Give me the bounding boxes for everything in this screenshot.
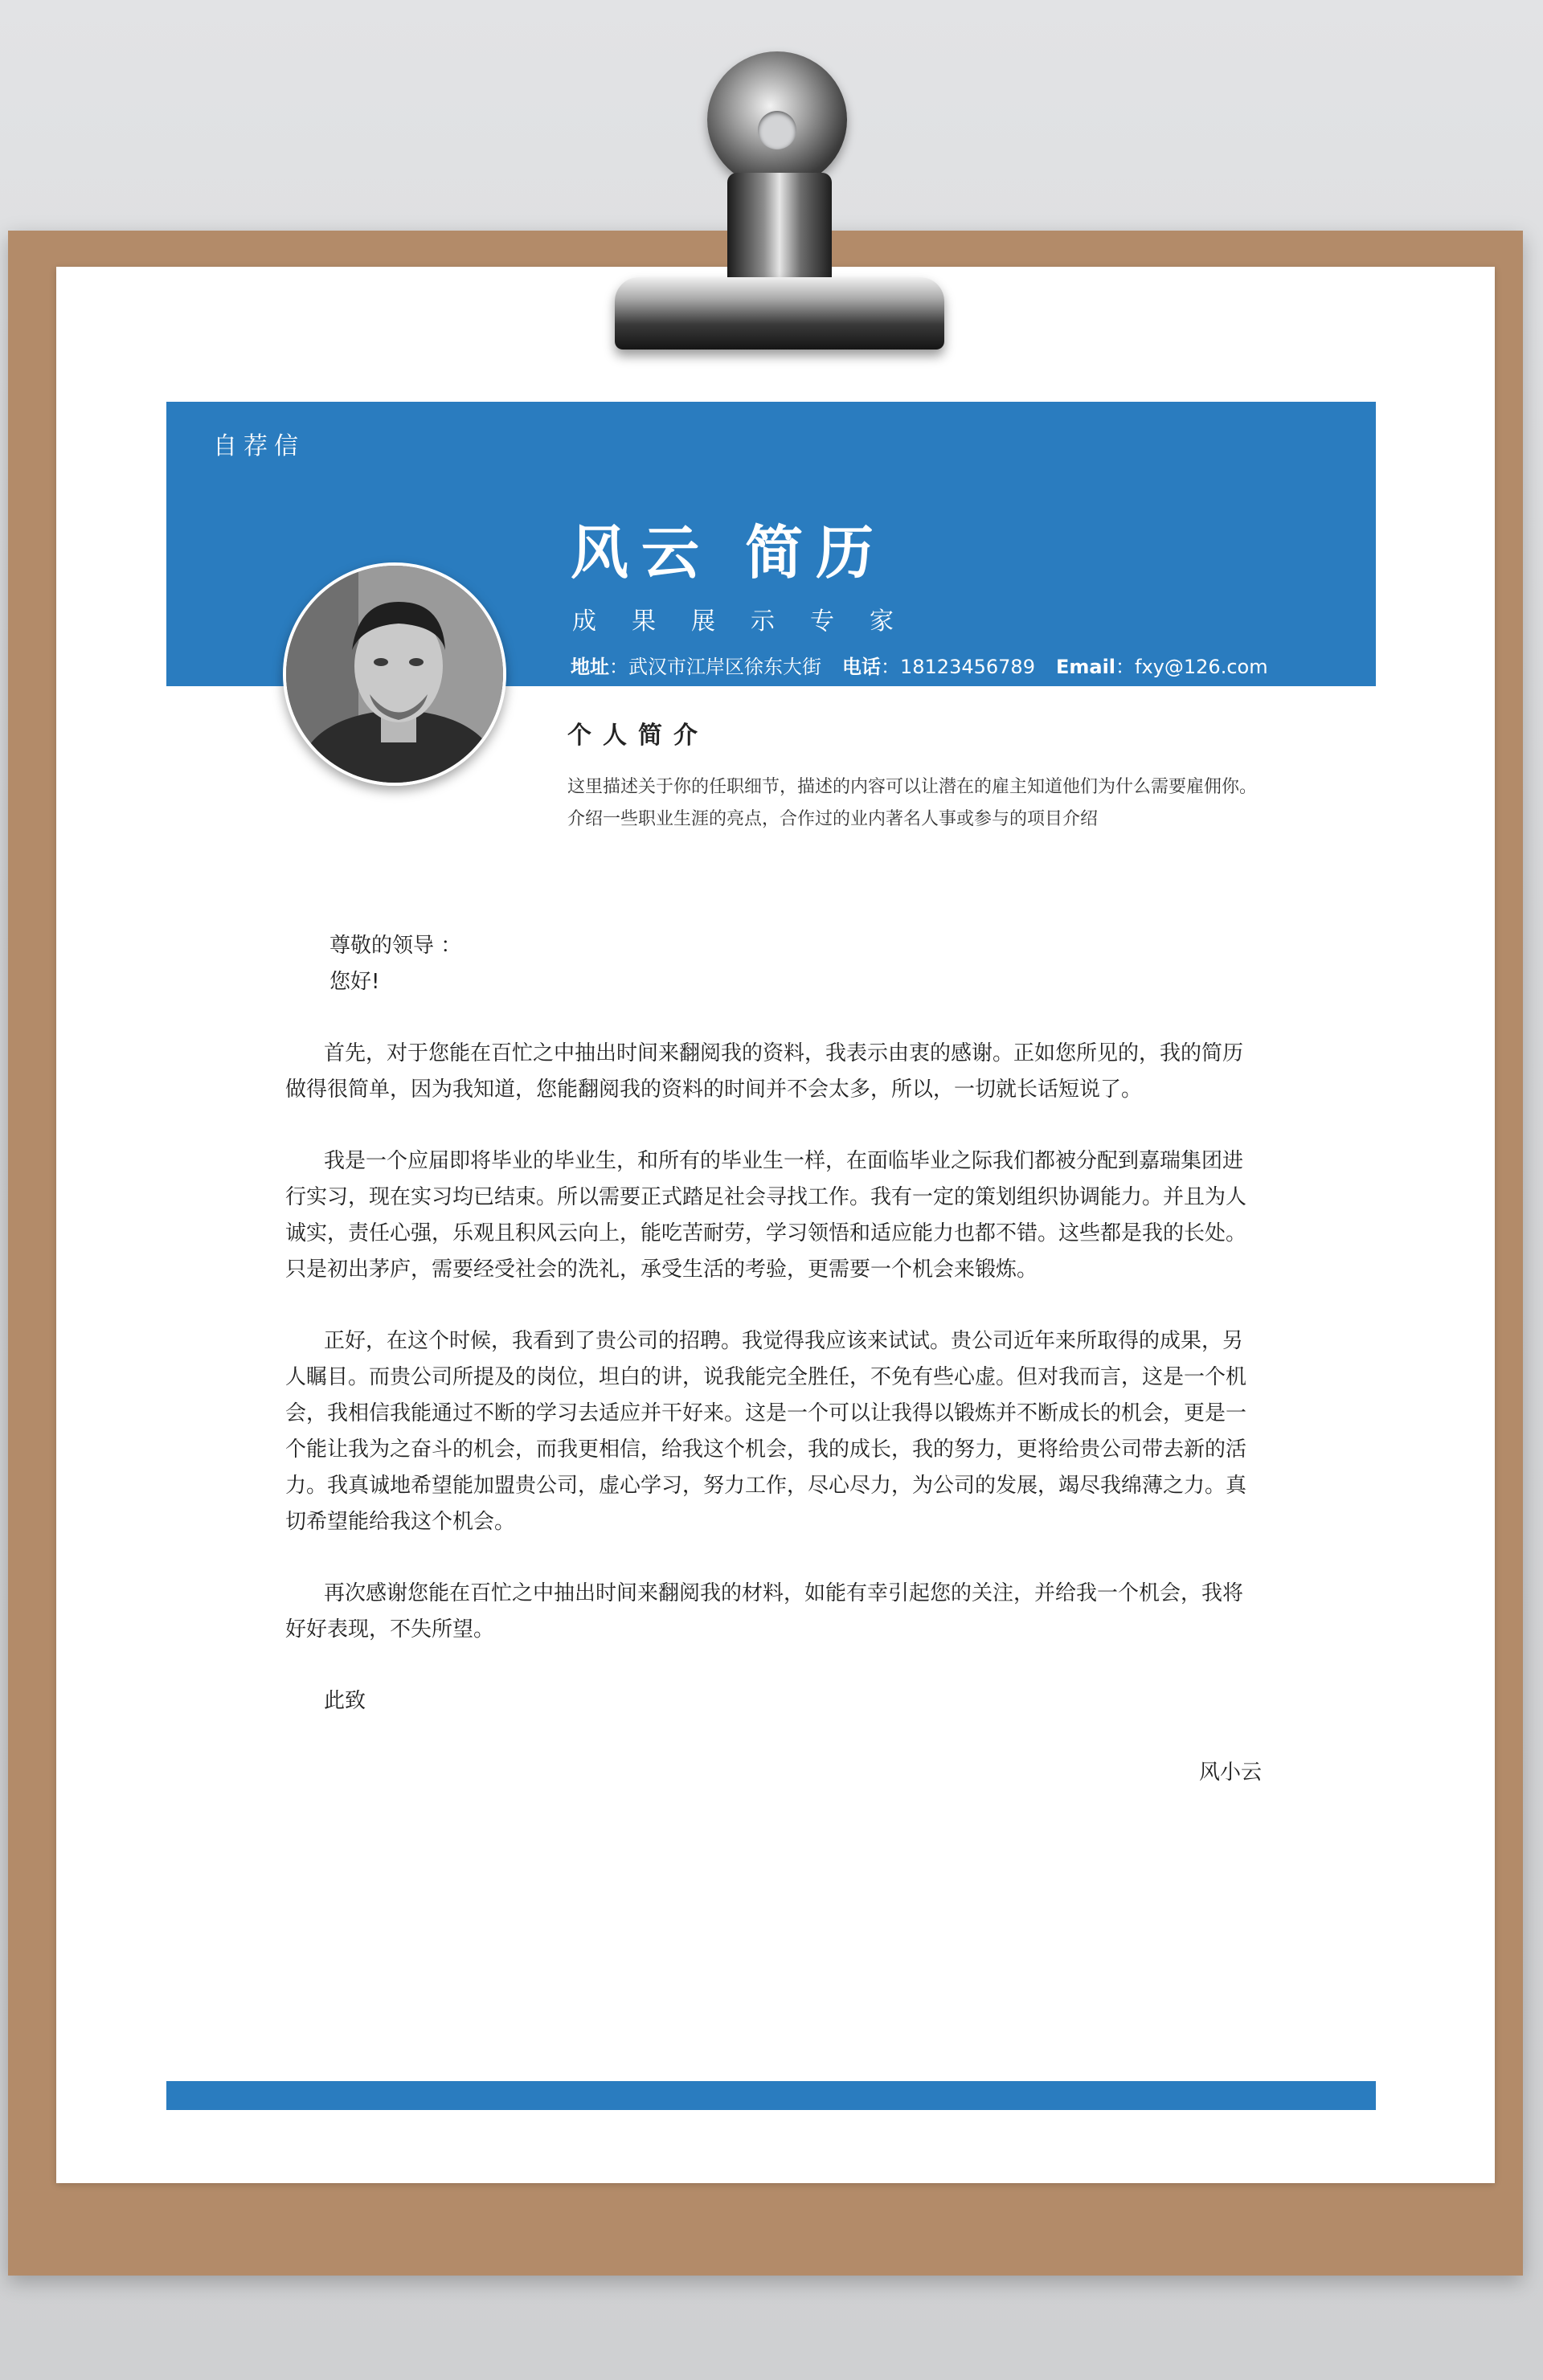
intro-text: 这里描述关于你的任职细节，描述的内容可以让潜在的雇主知道他们为什么需要雇佣你。介绍一些职业生涯的亮点，合作过的业内著名人事或参与的项目介绍: [567, 777, 1258, 829]
document-tag: 自荐信: [213, 432, 305, 460]
spacer: [285, 1648, 1262, 1683]
letter-paragraph: 首先，对于您能在百忙之中抽出时间来翻阅我的资料，我表示由衷的感谢。正如您所见的，我的简历做得很简单，因为我知道，您能翻阅我的资料的时间并不会太多，所以，一切就长话短说了。: [285, 1041, 1244, 1102]
letter-paragraph: 我是一个应届即将毕业的毕业生，和所有的毕业生一样，在面临毕业之际我们都被分配到嘉瑞集团进行实习，现在实习均已结束。所以需要正式踏足社会寻找工作。我有一定的策划组织协调能力。并且为人诚实，责任心强，乐观且积风云向上，能吃苦耐劳，学习领悟和适应能力也都不错。这些都是我的长处。只是初出茅庐，需要经受社会的洗礼，承受生活的考验，更需要一个机会来锻炼。: [285, 1149, 1247, 1282]
phone-label: 电话: [842, 656, 881, 678]
phone-item: [842, 651, 1035, 679]
footer-band: [166, 2081, 1376, 2110]
address-value: ：武汉市江岸区徐东大街: [609, 656, 821, 678]
binder-clip-base: [615, 277, 944, 350]
spacer: [285, 1540, 1262, 1576]
email-value: ：fxy@126.com: [1115, 656, 1268, 678]
portrait-photo: [286, 566, 503, 783]
letter-greeting: 您好!: [329, 970, 380, 994]
email-item: [1056, 651, 1268, 679]
email-label: Email: [1055, 656, 1116, 678]
phone-value: ：18123456789: [881, 656, 1035, 678]
avatar: [283, 562, 506, 786]
address-label: 地址: [571, 656, 609, 678]
spacer: [285, 1288, 1262, 1323]
spacer: [285, 1000, 1262, 1036]
letter-paragraph: 正好，在这个时候，我看到了贵公司的招聘。我觉得我应该来试试。贵公司近年来所取得的成果，另人瞩目。而贵公司所提及的岗位，坦白的讲，说我能完全胜任，不免有些心虚。但对我而言，这是一个机会，我相信我能通过不断的学习去适应并干好来。这是一个可以让我得以锻炼并不断成长的机会，更是一个能让我为之奋斗的机会，而我更相信，给我这个机会，我的成长，我的努力，更将给贵公司带去新的活力。我真诚地希望能加盟贵公司，虚心学习，努力工作，尽心尽力，为公司的发展，竭尽我绵薄之力。真切希望能给我这个机会。: [285, 1329, 1247, 1534]
address-item: [571, 651, 821, 679]
letter-paragraph: 再次感谢您能在百忙之中抽出时间来翻阅我的材料，如能有幸引起您的关注，并给我一个机会，我将好好表现，不失所望。: [285, 1581, 1244, 1642]
spacer: [285, 1108, 1262, 1143]
letter-signature: 风小云: [1198, 1760, 1262, 1785]
cover-letter: [285, 928, 1262, 1791]
spacer: [285, 1720, 1262, 1755]
binder-clip-hole: [758, 111, 796, 149]
contact-info: [571, 651, 1289, 679]
intro-heading: 个人简介: [567, 722, 709, 750]
resume-subtitle: 成果展示专家: [572, 607, 929, 636]
binder-clip-neck: [727, 173, 832, 285]
letter-salutation: 尊敬的领导 ：: [329, 934, 462, 958]
resume-title: 风云 简历: [571, 519, 887, 587]
letter-closing: 此致: [324, 1689, 366, 1713]
